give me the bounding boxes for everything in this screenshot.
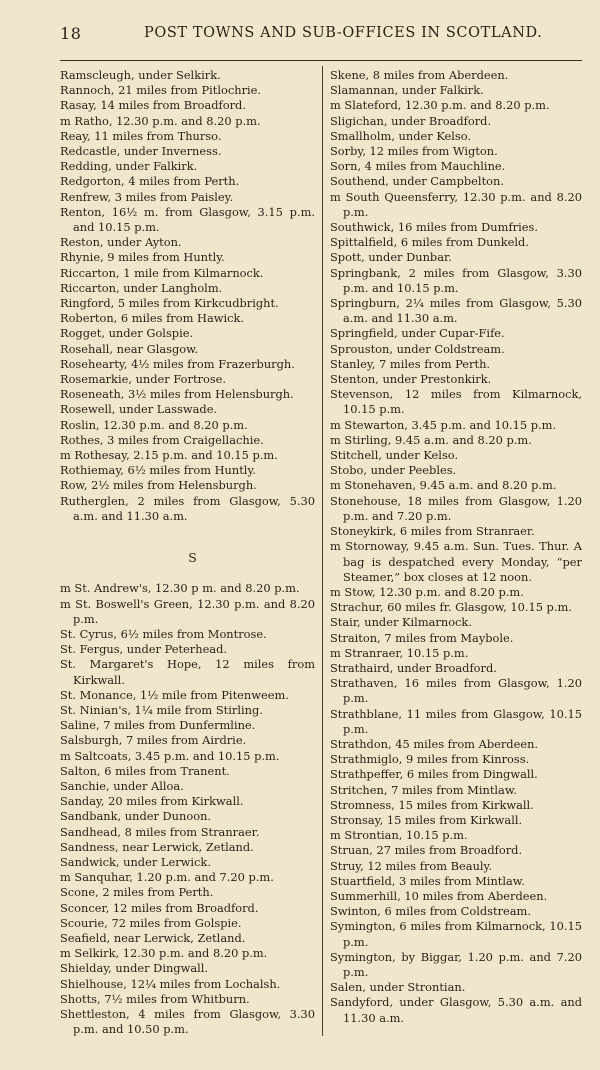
- entry: St. Margaret's Hope, 12 miles from Kirkwall.: [60, 657, 315, 687]
- entry: Rosehall, near Glasgow.: [60, 341, 199, 356]
- entry: Stair, under Kilmarnock.: [330, 615, 472, 630]
- entry: Strathmiglo, 9 miles from Kinross.: [330, 752, 530, 767]
- entry: Struan, 27 miles from Broadford.: [330, 843, 523, 858]
- entries-r: [60, 68, 315, 524]
- entry: Riccarton, under Langholm.: [60, 280, 223, 295]
- entry: Sanchie, under Alloa.: [60, 778, 184, 793]
- entries-s: [60, 581, 315, 1037]
- entry: m South Queensferry, 12.30 p.m. and 8.20 p.m.: [330, 189, 582, 219]
- entry: Roslin, 12.30 p.m. and 8.20 p.m.: [60, 417, 248, 432]
- entry: Strathdon, 45 miles from Aberdeen.: [330, 736, 539, 751]
- entry: Rosehearty, 4½ miles from Frazerburgh.: [60, 356, 295, 371]
- page-title: POST TOWNS AND SUB-OFFICES IN SCOTLAND.: [144, 25, 543, 41]
- entry: Struy, 12 miles from Beauly.: [330, 858, 493, 873]
- entry: Stronsay, 15 miles from Kirkwall.: [330, 812, 523, 827]
- entry: Stenton, under Prestonkirk.: [330, 372, 492, 387]
- page-header: [60, 24, 580, 46]
- entry: Sorby, 12 miles from Wigton.: [330, 144, 498, 159]
- left-column: [60, 68, 315, 1037]
- entry: Stoneykirk, 6 miles from Stranraer.: [330, 524, 535, 539]
- entry: Riccarton, 1 mile from Kilmarnock.: [60, 265, 264, 280]
- entry: m Stonehaven, 9.45 a.m. and 8.20 p.m.: [330, 478, 557, 493]
- entry: Sanday, 20 miles from Kirkwall.: [60, 794, 244, 809]
- entry: Springbank, 2 miles from Glasgow, 3.30 p.m. and 10.15 p.m.: [330, 265, 582, 295]
- entry: m Selkirk, 12.30 p.m. and 8.20 p.m.: [60, 946, 268, 961]
- entry: Salton, 6 miles from Tranent.: [60, 763, 230, 778]
- page-number: 18: [60, 24, 82, 43]
- entry: Sprouston, under Coldstream.: [330, 341, 505, 356]
- entry: Rothes, 3 miles from Craigellachie.: [60, 432, 264, 447]
- entry: Swinton, 6 miles from Coldstream.: [330, 904, 531, 919]
- entry: Strathpeffer, 6 miles from Dingwall.: [330, 767, 538, 782]
- entry: m St. Boswell's Green, 12.30 p.m. and 8.20 p.m.: [60, 596, 315, 626]
- entry: Rosewell, under Lasswade.: [60, 402, 218, 417]
- entry: m Stirling, 9.45 a.m. and 8.20 p.m.: [330, 432, 532, 447]
- entry: Sligichan, under Broadford.: [330, 113, 492, 128]
- entry: Rannoch, 21 miles from Pitlochrie.: [60, 83, 262, 98]
- entry: m Rothesay, 2.15 p.m. and 10.15 p.m.: [60, 448, 278, 463]
- entry: m Slateford, 12.30 p.m. and 8.20 p.m.: [330, 98, 550, 113]
- entry: Stromness, 15 miles from Kirkwall.: [330, 797, 534, 812]
- entry: Ringford, 5 miles from Kirkcudbright.: [60, 296, 279, 311]
- entry: Roberton, 6 miles from Hawick.: [60, 311, 245, 326]
- section-heading-s: S: [188, 550, 197, 566]
- entry: Sandwick, under Lerwick.: [60, 854, 211, 869]
- entry: Strachur, 60 miles fr. Glasgow, 10.15 p.m.: [330, 600, 572, 615]
- entry: Sandness, near Lerwick, Zetland.: [60, 839, 254, 854]
- entry: Slamannan, under Falkirk.: [330, 83, 484, 98]
- entry: Spott, under Dunbar.: [330, 250, 452, 265]
- entry: Row, 2½ miles from Helensburgh.: [60, 478, 257, 493]
- entry: Stobo, under Peebles.: [330, 463, 457, 478]
- entry: Reay, 11 miles from Thurso.: [60, 128, 222, 143]
- entry: Redding, under Falkirk.: [60, 159, 198, 174]
- entry: Sandhead, 8 miles from Stranraer.: [60, 824, 260, 839]
- entry: Rothiemay, 6½ miles from Huntly.: [60, 463, 256, 478]
- entry: Reston, under Ayton.: [60, 235, 182, 250]
- entry: Salen, under Strontian.: [330, 980, 466, 995]
- entry: Stonehouse, 18 miles from Glasgow, 1.20 p.m. and 7.20 p.m.: [330, 493, 582, 523]
- entry: m Ratho, 12.30 p.m. and 8.20 p.m.: [60, 113, 261, 128]
- entry: Strathaven, 16 miles from Glasgow, 1.20 p.m.: [330, 676, 582, 706]
- entry: Redcastle, under Inverness.: [60, 144, 222, 159]
- entry: Southend, under Campbelton.: [330, 174, 504, 189]
- entry: m Sanquhar, 1.20 p.m. and 7.20 p.m.: [60, 870, 274, 885]
- entry: Scone, 2 miles from Perth.: [60, 885, 214, 900]
- entry: Rogget, under Golspie.: [60, 326, 194, 341]
- entry: m Stornoway, 9.45 a.m. Sun. Tues. Thur. A bag is despatched every Monday, “per Steamer,” box closes at 12 noon.: [330, 539, 582, 584]
- entry: m Stewarton, 3.45 p.m. and 10.15 p.m.: [330, 417, 557, 432]
- entry: Springfield, under Cupar-Fife.: [330, 326, 505, 341]
- header-rule: [60, 60, 582, 61]
- entry: St. Cyrus, 6½ miles from Montrose.: [60, 626, 267, 641]
- entry: Salsburgh, 7 miles from Airdrie.: [60, 733, 247, 748]
- entry: Renton, 16½ m. from Glasgow, 3.15 p.m. and 10.15 p.m.: [60, 204, 315, 235]
- right-column: [330, 68, 582, 1026]
- entry: Sandbank, under Dunoon.: [60, 809, 212, 824]
- entry: Summerhill, 10 miles from Aberdeen.: [330, 888, 548, 903]
- entry: m Strontian, 10.15 p.m.: [330, 828, 468, 843]
- entry: Sorn, 4 miles from Mauchline.: [330, 159, 506, 174]
- entry: Stuartfield, 3 miles from Mintlaw.: [330, 873, 525, 888]
- entry: Rosemarkie, under Fortrose.: [60, 372, 227, 387]
- entry: Stritchen, 7 miles from Mintlaw.: [330, 782, 517, 797]
- entry: m Stow, 12.30 p.m. and 8.20 p.m.: [330, 584, 524, 599]
- entry: Stanley, 7 miles from Perth.: [330, 356, 491, 371]
- entry: St. Fergus, under Peterhead.: [60, 642, 228, 657]
- entry: Skene, 8 miles from Aberdeen.: [330, 68, 509, 82]
- entry: Sconcer, 12 miles from Broadford.: [60, 900, 259, 915]
- entry: Strathblane, 11 miles from Glasgow, 10.15 p.m.: [330, 706, 582, 736]
- entry: Redgorton, 4 miles from Perth.: [60, 174, 240, 189]
- entry: m Saltcoats, 3.45 p.m. and 10.15 p.m.: [60, 748, 280, 763]
- entry: Rhynie, 9 miles from Huntly.: [60, 250, 225, 265]
- entry: Rasay, 14 miles from Broadford.: [60, 98, 246, 113]
- entry: Symington, 6 miles from Kilmarnock, 10.15 p.m.: [330, 919, 582, 949]
- entry: Ramscleugh, under Selkirk.: [60, 68, 221, 82]
- entry: m Stranraer, 10.15 p.m.: [330, 645, 469, 660]
- entry: Spittalfield, 6 miles from Dunkeld.: [330, 235, 529, 250]
- entry: Symington, by Biggar, 1.20 p.m. and 7.20 p.m.: [330, 949, 582, 979]
- entry: Saline, 7 miles from Dunfermline.: [60, 718, 256, 733]
- entry: Stevenson, 12 miles from Kilmarnock, 10.15 p.m.: [330, 387, 582, 417]
- column-divider: [322, 66, 323, 1036]
- entry: Roseneath, 3½ miles from Helensburgh.: [60, 387, 294, 402]
- entry: Shielhouse, 12¼ miles from Lochalsh.: [60, 976, 281, 991]
- entry: Shotts, 7½ miles from Whitburn.: [60, 991, 250, 1006]
- entry: Springburn, 2¼ miles from Glasgow, 5.30 a.m. and 11.30 a.m.: [330, 296, 582, 326]
- entry: Straiton, 7 miles from Maybole.: [330, 630, 514, 645]
- entry: Stitchell, under Kelso.: [330, 448, 459, 463]
- entry: Seafield, near Lerwick, Zetland.: [60, 930, 246, 945]
- entry: Smallholm, under Kelso.: [330, 128, 472, 143]
- entry: Shettleston, 4 miles from Glasgow, 3.30 p.m. and 10.50 p.m.: [60, 1006, 315, 1037]
- entry: Shielday, under Dingwall.: [60, 961, 209, 976]
- entry: St. Monance, 1½ mile from Pitenweem.: [60, 687, 289, 702]
- entry: Southwick, 16 miles from Dumfries.: [330, 220, 538, 235]
- entry: Strathaird, under Broadford.: [330, 660, 497, 675]
- entry: St. Ninian's, 1¼ mile from Stirling.: [60, 702, 263, 717]
- entry: Rutherglen, 2 miles from Glasgow, 5.30 a.m. and 11.30 a.m.: [60, 493, 315, 523]
- entry: Sandyford, under Glasgow, 5.30 a.m. and 11.30 a.m.: [330, 995, 582, 1025]
- entry: m St. Andrew's, 12.30 p m. and 8.20 p.m.: [60, 581, 300, 596]
- entry: Scourie, 72 miles from Golspie.: [60, 915, 242, 930]
- entry: Renfrew, 3 miles from Paisley.: [60, 189, 234, 204]
